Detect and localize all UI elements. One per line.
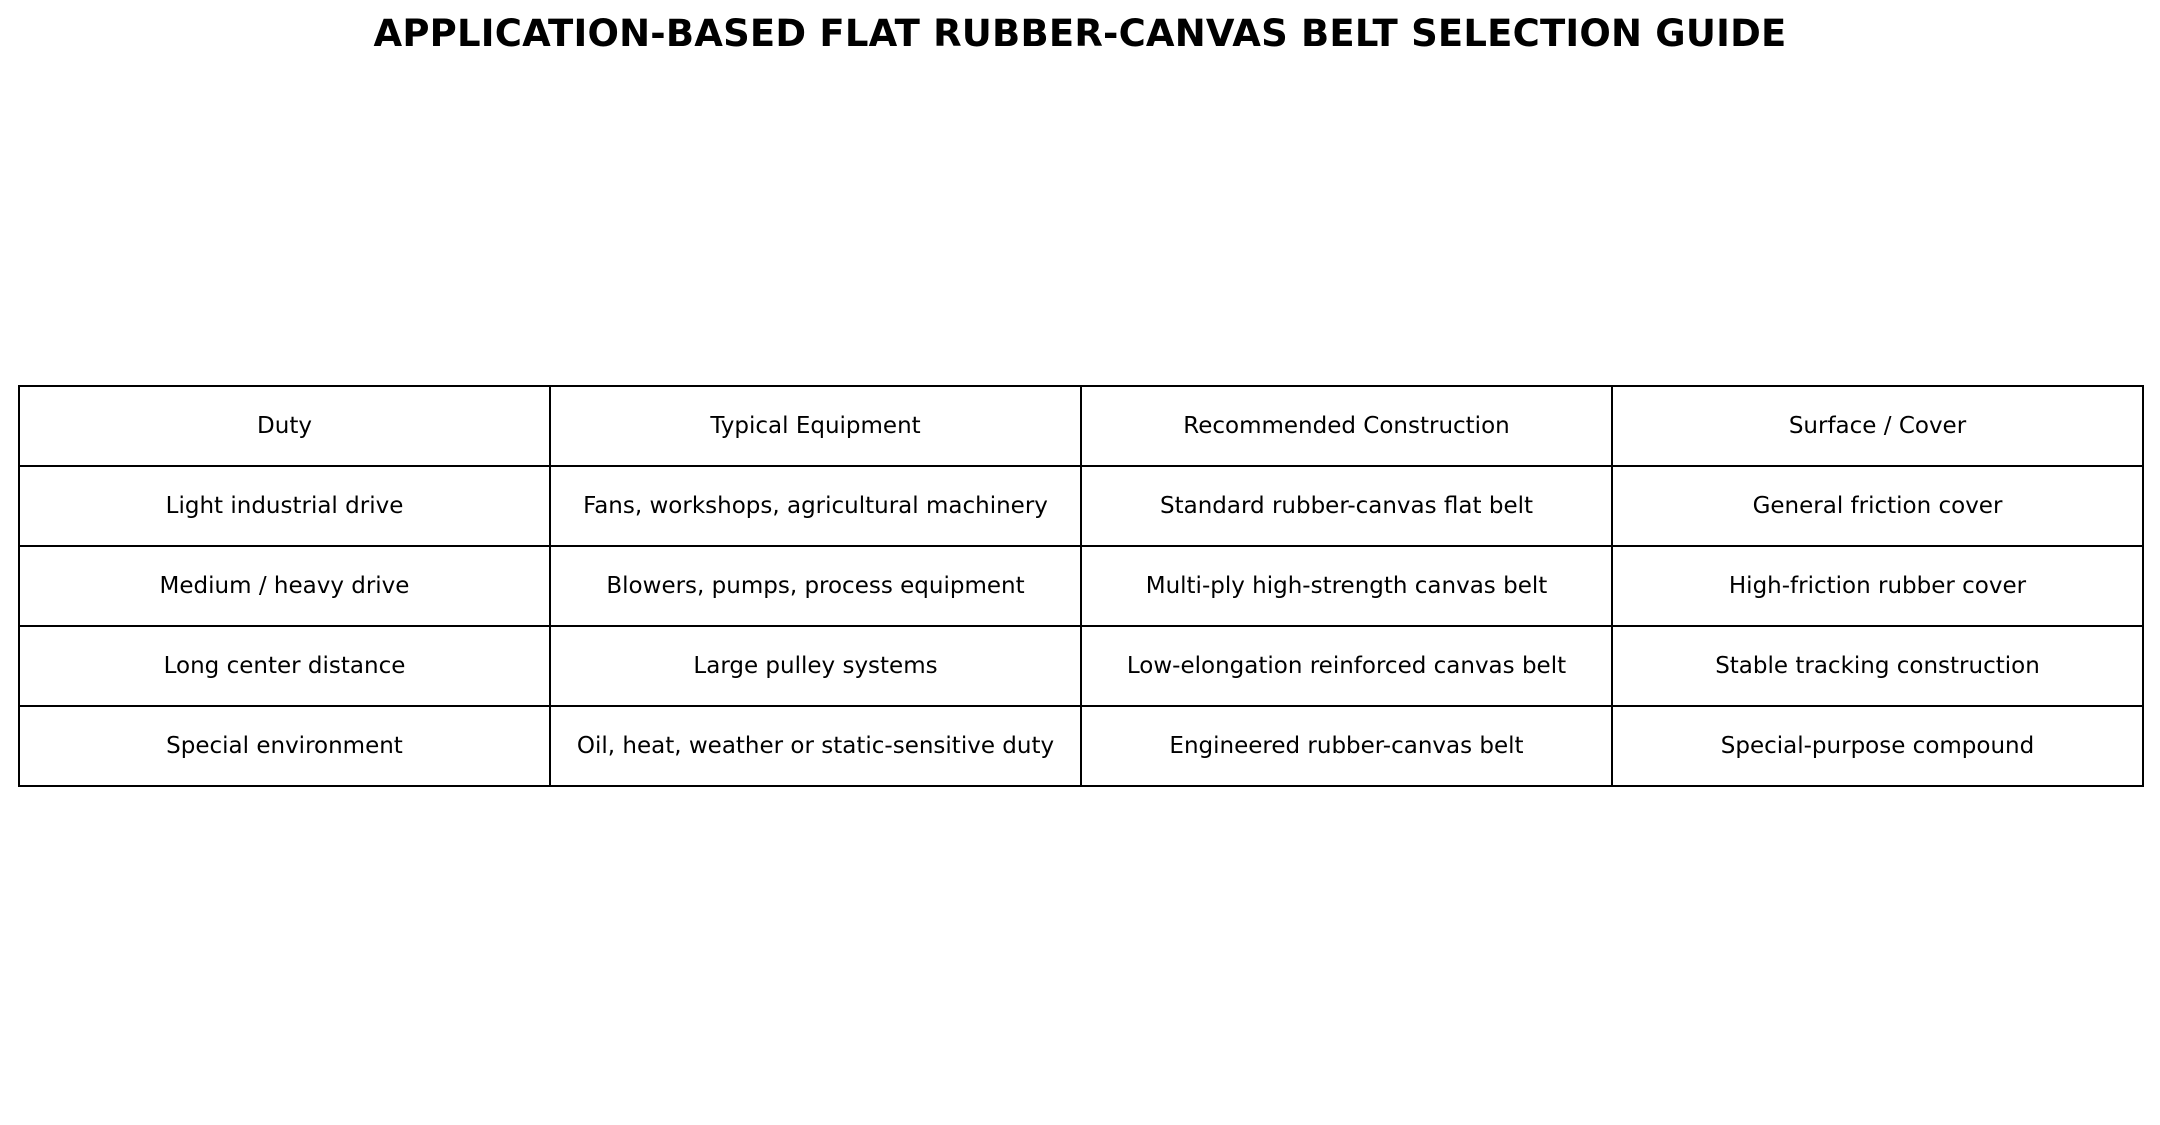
column-header-typical-equipment: Typical Equipment <box>550 386 1081 466</box>
table-cell-duty: Medium / heavy drive <box>19 546 550 626</box>
table-row <box>19 706 2143 786</box>
header-row <box>19 386 2143 466</box>
table-cell-duty: Long center distance <box>19 626 550 706</box>
table-cell-construction: Standard rubber-canvas flat belt <box>1081 466 1612 546</box>
table-cell-equipment: Blowers, pumps, process equipment <box>550 546 1081 626</box>
table-row <box>19 546 2143 626</box>
selection-guide-table <box>18 385 2144 787</box>
table-cell-surface: Special-purpose compound <box>1612 706 2143 786</box>
column-header-recommended-construction: Recommended Construction <box>1081 386 1612 466</box>
table-row <box>19 466 2143 546</box>
chart-title: APPLICATION-BASED FLAT RUBBER-CANVAS BELT SELECTION GUIDE <box>373 12 1787 55</box>
column-header-surface-cover: Surface / Cover <box>1612 386 2143 466</box>
table-cell-equipment: Fans, workshops, agricultural machinery <box>550 466 1081 546</box>
table-cell-construction: Multi-ply high-strength canvas belt <box>1081 546 1612 626</box>
table-cell-surface: Stable tracking construction <box>1612 626 2143 706</box>
table-cell-surface: High-friction rubber cover <box>1612 546 2143 626</box>
table-cell-equipment: Large pulley systems <box>550 626 1081 706</box>
table-body <box>19 466 2143 786</box>
table-cell-construction: Engineered rubber-canvas belt <box>1081 706 1612 786</box>
table-cell-duty: Special environment <box>19 706 550 786</box>
table-header <box>19 386 2143 466</box>
table-cell-construction: Low-elongation reinforced canvas belt <box>1081 626 1612 706</box>
table-cell-equipment: Oil, heat, weather or static-sensitive duty <box>550 706 1081 786</box>
column-header-duty: Duty <box>19 386 550 466</box>
table-cell-surface: General friction cover <box>1612 466 2143 546</box>
table-cell-duty: Light industrial drive <box>19 466 550 546</box>
table-row <box>19 626 2143 706</box>
